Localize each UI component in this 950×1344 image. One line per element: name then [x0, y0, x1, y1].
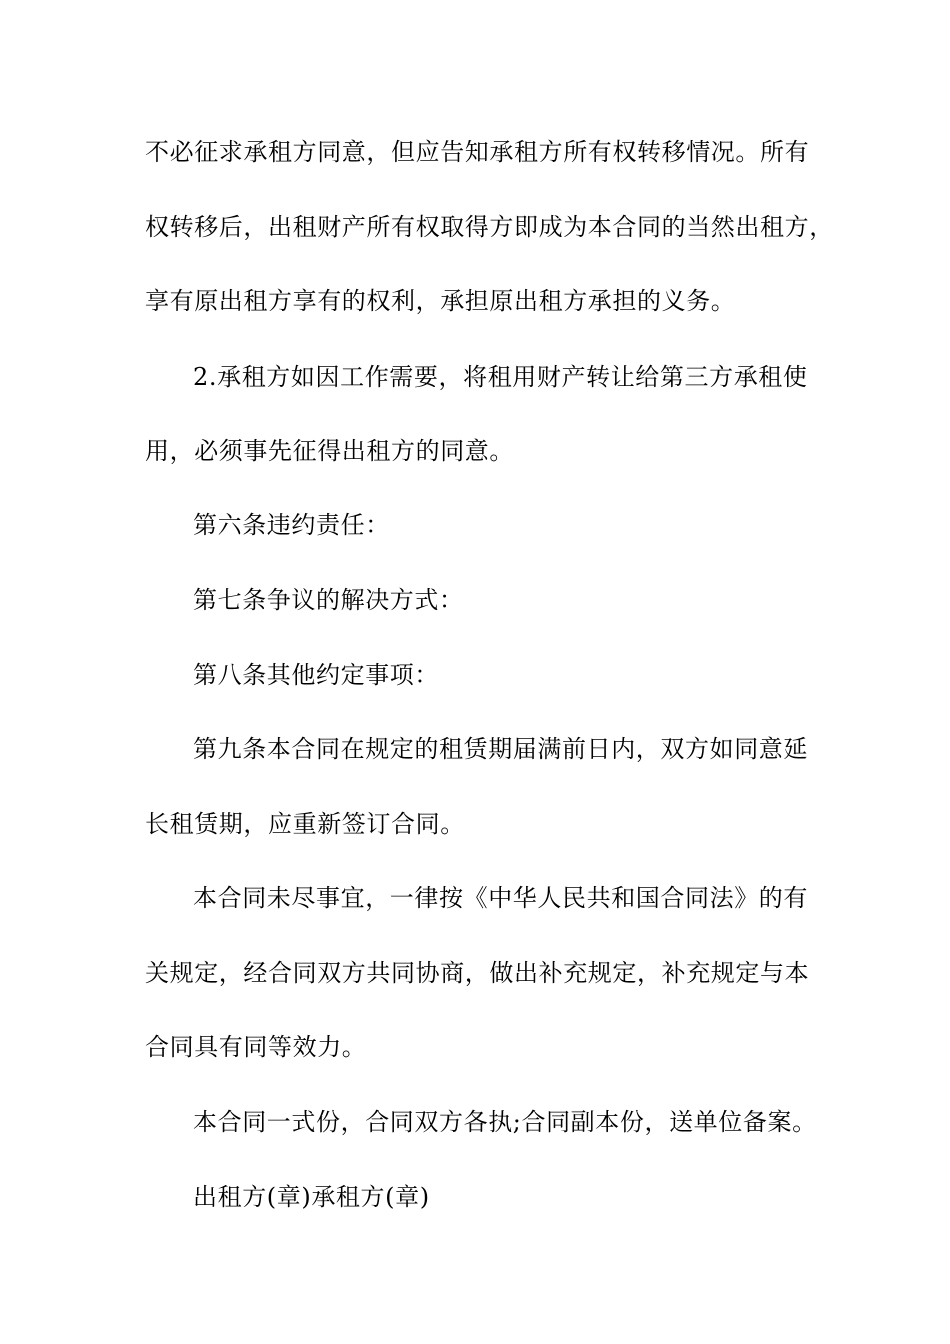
paragraph-line-5: 用，必须事先征得出租方的同意。 — [145, 437, 514, 465]
signature-line: 出租方(章)承租方(章) — [193, 1183, 430, 1211]
article-seven-heading: 第七条争议的解决方式： — [193, 586, 464, 614]
paragraph-line-2: 权转移后，出租财产所有权取得方即成为本合同的当然出租方， — [145, 213, 834, 241]
paragraph-line-1: 不必征求承租方同意，但应告知承租方所有权转移情况。所有 — [145, 138, 810, 166]
copies-line: 本合同一式份，合同双方各执;合同副本份，送单位备案。 — [193, 1108, 817, 1136]
article-nine-line-1: 第九条本合同在规定的租赁期届满前日内，双方如同意延 — [193, 735, 808, 763]
supplement-line-1: 本合同未尽事宜，一律按《中华人民共和国合同法》的有 — [193, 884, 808, 912]
supplement-line-3: 合同具有同等效力。 — [145, 1033, 367, 1061]
paragraph-line-3: 享有原出租方享有的权利，承担原出租方承担的义务。 — [145, 287, 736, 315]
supplement-line-2: 关规定，经合同双方共同协商，做出补充规定，补充规定与本 — [145, 959, 810, 987]
article-nine-line-2: 长租赁期，应重新签订合同。 — [145, 810, 465, 838]
article-six-heading: 第六条违约责任： — [193, 511, 390, 539]
article-eight-heading: 第八条其他约定事项： — [193, 661, 439, 689]
paragraph-line-4: 2.承租方如因工作需要，将租用财产转让给第三方承租使 — [193, 363, 808, 391]
